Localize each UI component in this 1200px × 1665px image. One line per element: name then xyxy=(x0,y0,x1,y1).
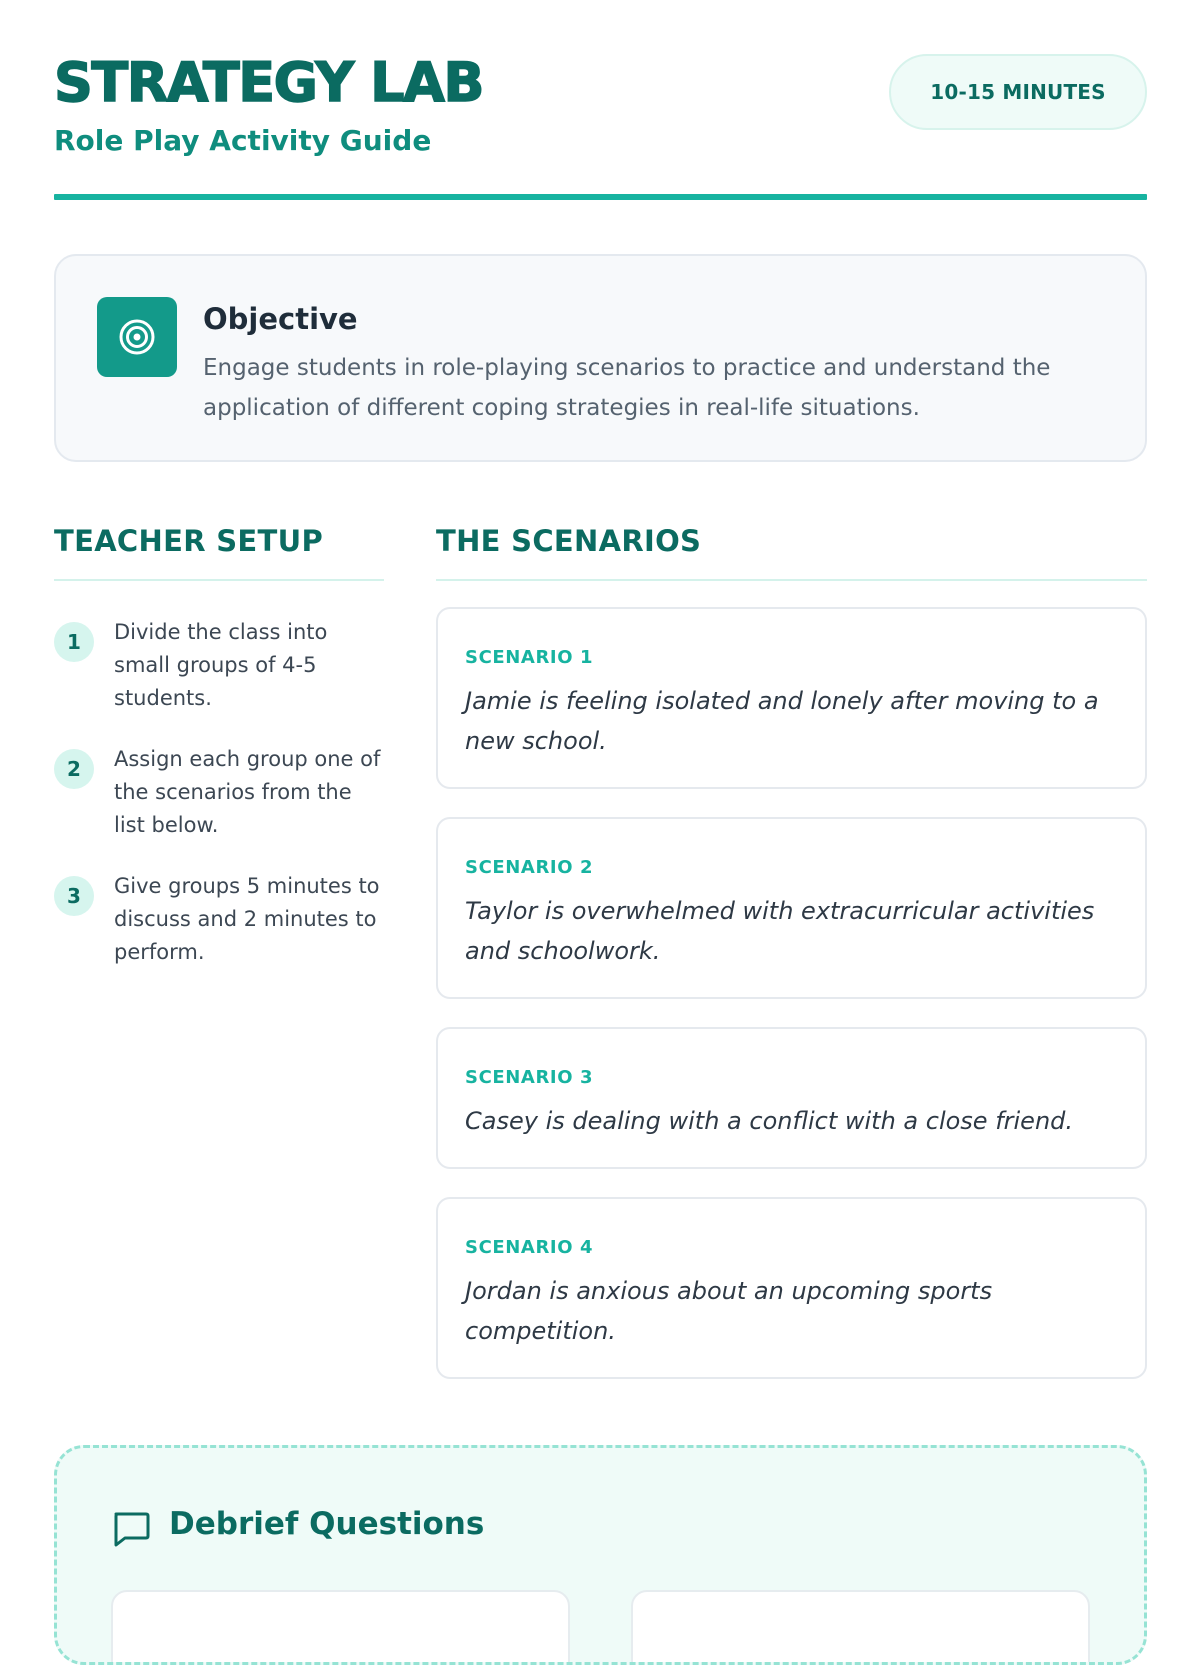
debrief-section xyxy=(54,1445,1147,1665)
activity-guide-page xyxy=(54,0,1147,1542)
step-number: 3 xyxy=(54,876,94,916)
scenario-label: SCENARIO 1 xyxy=(465,647,594,668)
scenario-label: SCENARIO 3 xyxy=(465,1067,594,1088)
objective-heading: Objective xyxy=(203,302,358,336)
target-icon xyxy=(97,297,177,377)
scenarios-divider xyxy=(436,579,1147,581)
scenario-text: Jamie is feeling isolated and lonely after moving to a new school. xyxy=(465,687,1099,755)
header-divider xyxy=(54,194,1147,200)
objective-card xyxy=(54,254,1147,462)
step-number: 1 xyxy=(54,622,94,662)
debrief-question-card xyxy=(631,1590,1090,1665)
page-subtitle: Role Play Activity Guide xyxy=(54,124,432,157)
duration-badge: 10-15 MINUTES xyxy=(889,54,1147,130)
scenario-label: SCENARIO 2 xyxy=(465,857,594,878)
objective-text: Engage students in role-playing scenarios to practice and understand the application of different coping strategies in real-life situations. xyxy=(203,355,1051,421)
step-text: Divide the class into small groups of 4-5 students. xyxy=(114,620,328,710)
scenario-card xyxy=(436,817,1147,999)
debrief-question-card xyxy=(111,1590,570,1665)
debrief-heading: Debrief Questions xyxy=(169,1506,485,1542)
scenario-card xyxy=(436,1027,1147,1169)
page-title: STRATEGY LAB xyxy=(54,51,484,114)
scenario-text: Jordan is anxious about an upcoming sports competition. xyxy=(465,1277,993,1345)
step-text: Assign each group one of the scenarios from the list below. xyxy=(114,747,381,837)
teacher-setup-heading: TEACHER SETUP xyxy=(54,524,324,558)
scenario-text: Casey is dealing with a conflict with a close friend. xyxy=(465,1107,1074,1135)
step-number: 2 xyxy=(54,749,94,789)
scenario-text: Taylor is overwhelmed with extracurricular activities and schoolwork. xyxy=(465,897,1095,965)
page-header xyxy=(54,0,1147,200)
scenario-label: SCENARIO 4 xyxy=(465,1237,594,1258)
scenario-card xyxy=(436,1197,1147,1379)
scenarios-heading: THE SCENARIOS xyxy=(436,524,702,558)
scenario-card xyxy=(436,607,1147,789)
teacher-setup-divider xyxy=(54,579,384,581)
speech-bubble-icon xyxy=(111,1508,151,1548)
step-text: Give groups 5 minutes to discuss and 2 minutes to perform. xyxy=(114,874,380,964)
